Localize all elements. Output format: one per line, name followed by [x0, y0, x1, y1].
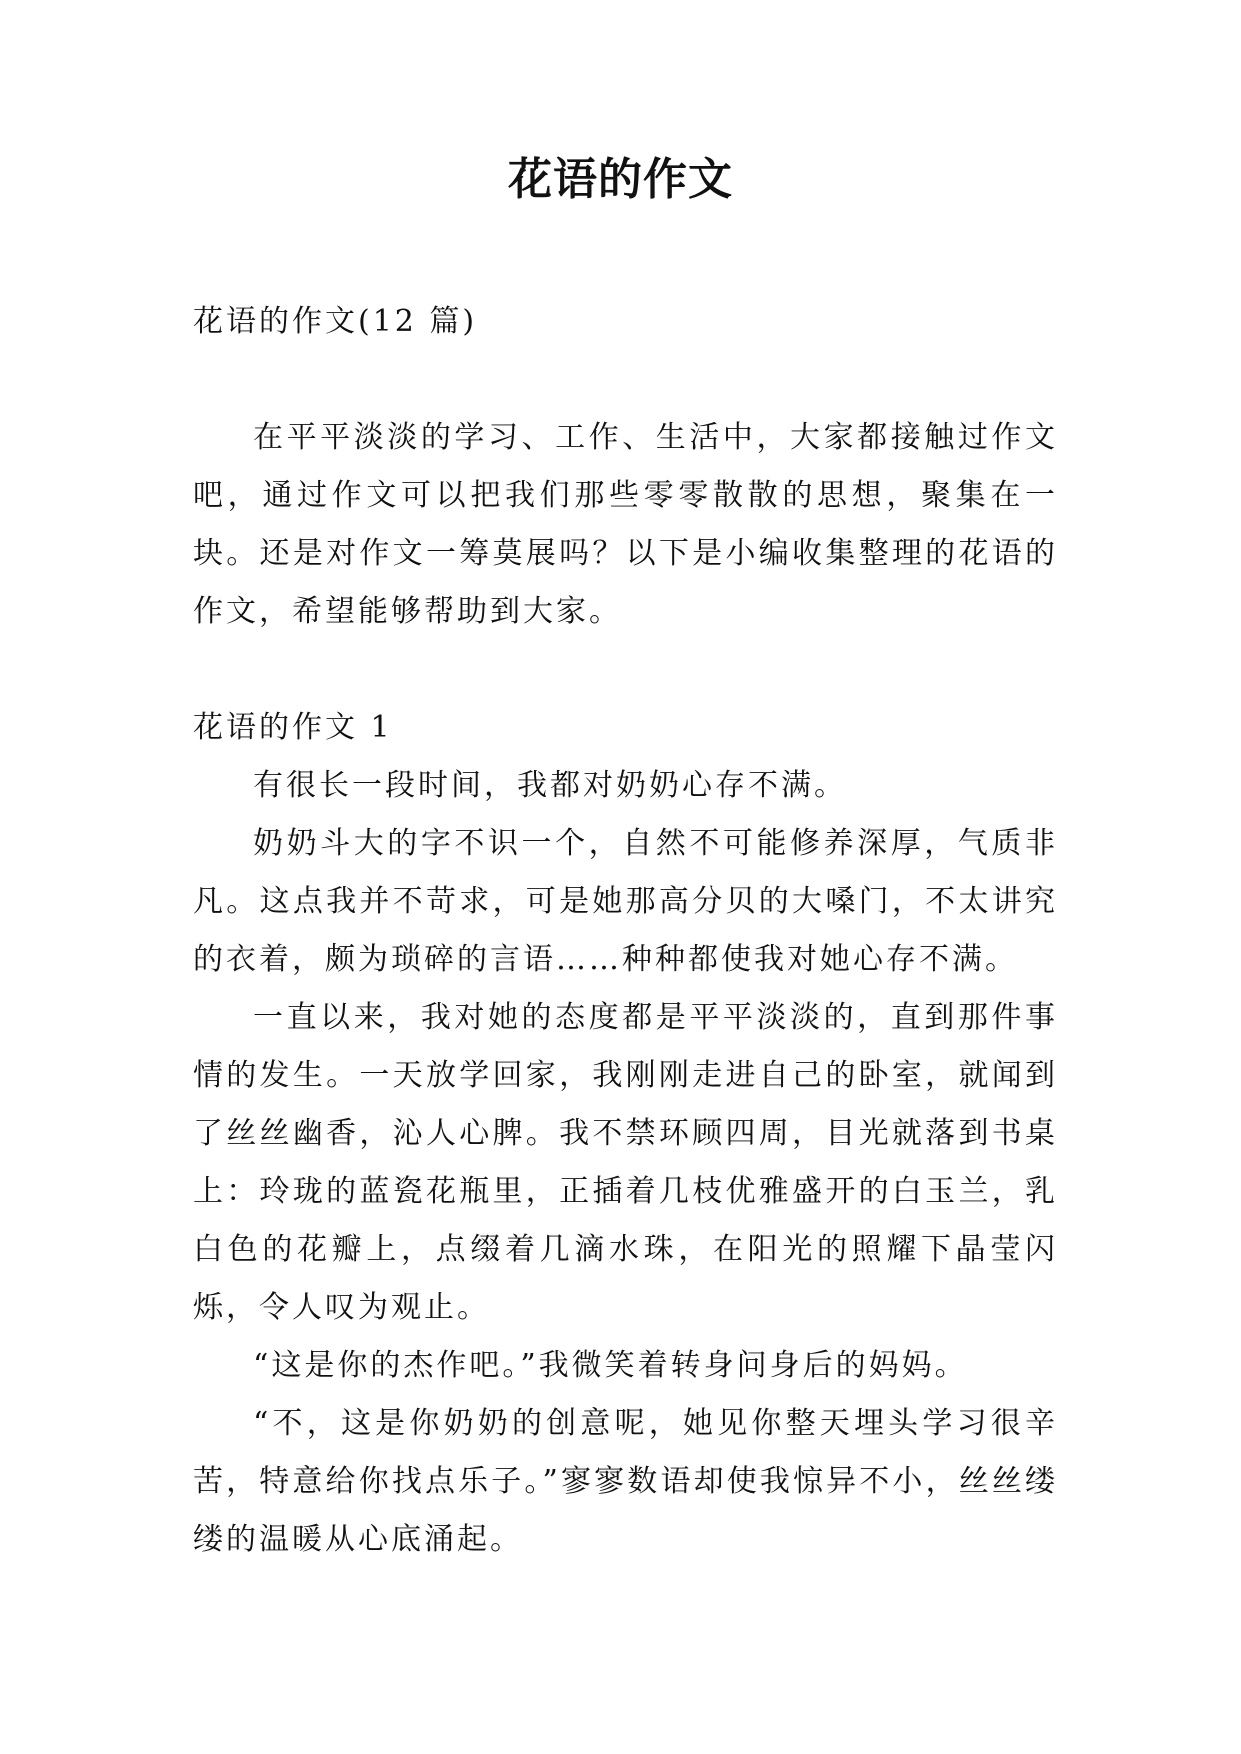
document-subtitle: 花语的作文(12 篇)	[193, 304, 478, 339]
intro-paragraph: 在平平淡淡的学习、工作、生活中，大家都接触过作文吧，通过作文可以把我们那些零零散散的思想，聚集在一块。还是对作文一筹莫展吗？以下是小编收集整理的花语的作文，希望能够帮助到大家。	[193, 420, 1058, 629]
body-paragraph: 奶奶斗大的字不识一个，自然不可能修养深厚，气质非凡。这点我并不苛求，可是她那高分贝的大嗓门，不太讲究的衣着，颇为琐碎的言语……种种都使我对她心存不满。	[193, 826, 1058, 977]
body-paragraph: “这是你的杰作吧。”我微笑着转身问身后的妈妈。	[253, 1348, 968, 1383]
body-paragraph: 一直以来，我对她的态度都是平平淡淡的，直到那件事情的发生。一天放学回家，我刚刚走进自己的卧室，就闻到了丝丝幽香，沁人心脾。我不禁环顾四周，目光就落到书桌上：玲珑的蓝瓷花瓶里，正插着几枝优雅盛开的白玉兰，乳白色的花瓣上，点缀着几滴水珠，在阳光的照耀下晶莹闪烁，令人叹为观止。	[193, 1000, 1058, 1325]
document-title: 花语的作文	[508, 154, 733, 205]
document-body	[193, 293, 1058, 1569]
section-heading: 花语的作文 1	[193, 710, 393, 745]
body-paragraph: “不，这是你奶奶的创意呢，她见你整天埋头学习很辛苦，特意给你找点乐子。”寥寥数语却使我惊异不小，丝丝缕缕的温暖从心底涌起。	[193, 1406, 1058, 1557]
body-paragraph: 有很长一段时间，我都对奶奶心存不满。	[253, 768, 847, 803]
